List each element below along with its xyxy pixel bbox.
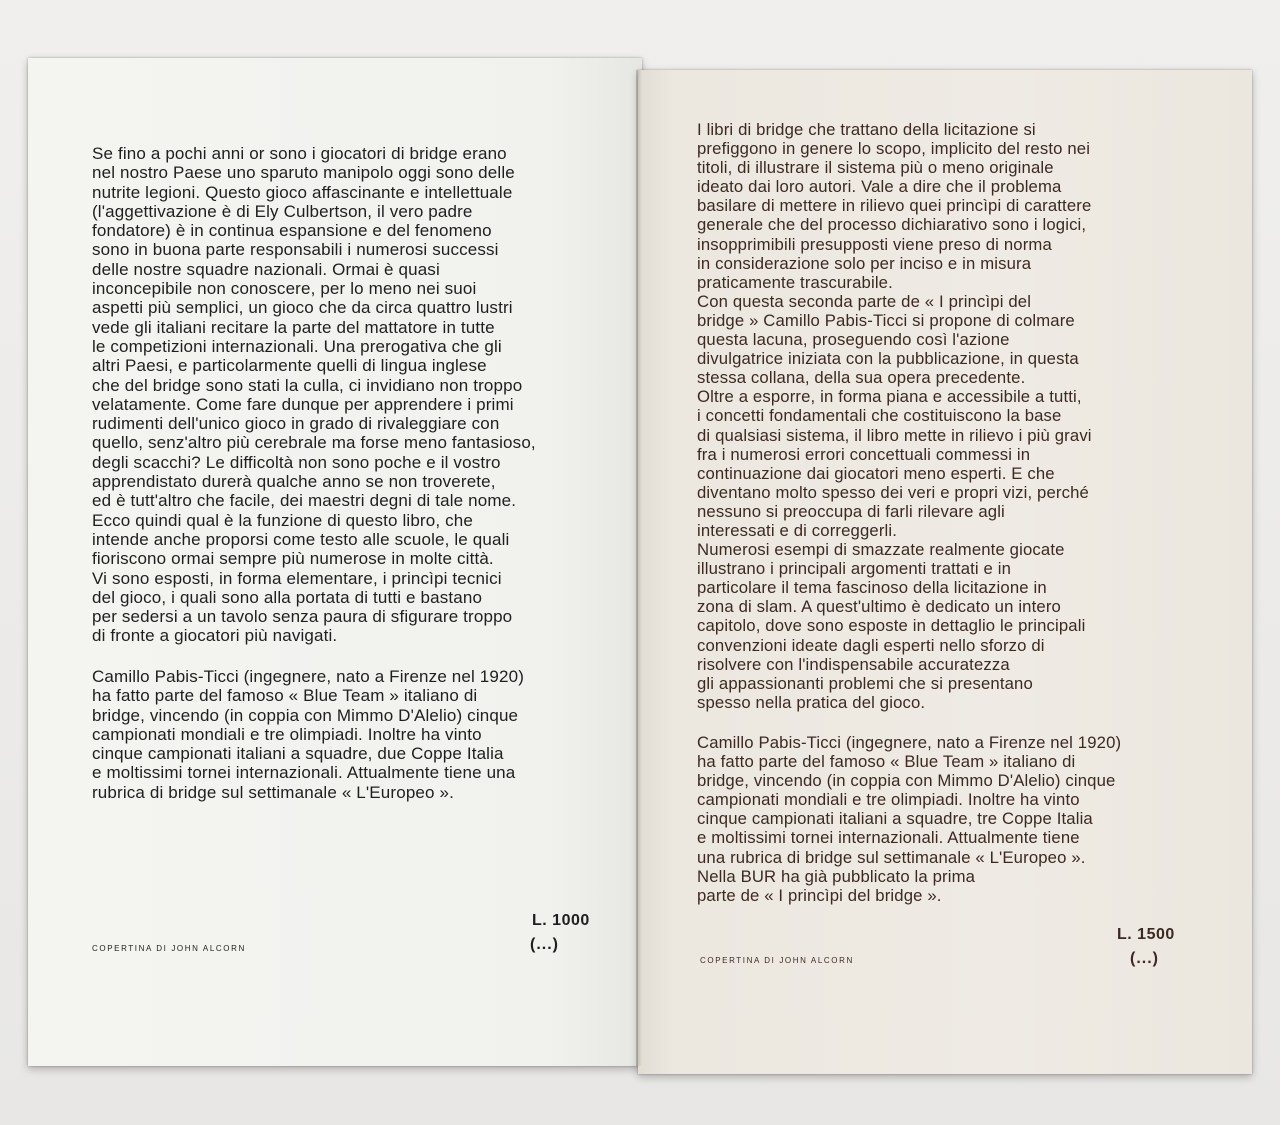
left-blurb-text: Se fino a pochi anni or sono i giocatori di bridge erano nel nostro Paese uno sparuto manipolo oggi sono delle nutrite legioni. Questo gioco affascinante e intellettuale (l'aggettivazione è di Ely Culbertson, il vero padre fondatore) è in continua espansione e del fenomeno sono in buona parte responsabili i numerosi successi delle nostre squadre nazionali. Ormai è quasi inconcepibile non conoscere, per lo meno nei suoi aspetti più semplici, un gioco che da circa quattro lustri vede gli italiani recitare la parte del mattatore in tutte le competizioni internazionali. Una prerogativa che gli altri Paesi, e particolarmente quelli di lingua inglese che del bridge sono stati la culla, ci invidiano non troppo velatamente. Come fare dunque per apprendere i primi rudimenti dell'unico gioco in grado di rivaleggiare con quello, senz'altro più cerebrale ma forse meno fantasioso, degli scacchi? Le difficoltà non sono poche e il vostro apprendistato durerà qualche anno se non troverete, ed è tutt'altro che facile, dei maestri degni di tale nome. Ecco quindi qual è la funzione di questo libro, che intende anche proporsi come testo alle scuole, le quali fioriscono ormai sempre più numerose in molte città. Vi sono esposti, in forma elementare, i princìpi tecnici del gioco, i quali sono alla portata di tutti e bastano per sedersi a un tavolo senza paura di sfigurare troppo di fronte a giocatori più navigati.	[92, 144, 536, 646]
book-gap-shadow	[636, 70, 642, 1066]
left-price: L. 1000	[532, 912, 590, 929]
left-book-back-cover	[28, 58, 642, 1066]
left-cover-credit: COPERTINA DI JOHN ALCORN	[92, 944, 246, 953]
right-price: L. 1500	[1117, 926, 1175, 943]
left-price-note: (...)	[530, 936, 559, 953]
right-blurb-text: I libri di bridge che trattano della licitazione si prefiggono in genere lo scopo, implicito del resto nei titoli, di illustrare il sistema più o meno originale ideato dai loro autori. Vale a dire che il problema basilare di mettere in rilievo quei princìpi di carattere generale che del processo dichiarativo sono i logici, insopprimibili presupposti viene preso di norma in considerazione solo per inciso e in misura praticamente trascurabile. Con questa seconda parte de « I princìpi del bridge » Camillo Pabis-Ticci si propone di colmare questa lacuna, proseguendo così l'azione divulgatrice iniziata con la pubblicazione, in questa stessa collana, della sua opera precedente. Oltre a esporre, in forma piana e accessibile a tutti, i concetti fondamentali che costituiscono la base di qualsiasi sistema, il libro mette in rilievo i più gravi fra i numerosi errori concettuali commessi in continuazione dai giocatori meno esperti. E che diventano molto spesso dei veri e propri vizi, perché nessuno si preoccupa di farli rilevare agli interessati e di correggerli. Numerosi esempi di smazzate realmente giocate illustrano i principali argomenti trattati e in particolare il tema fascinoso della licitazione in zona di slam. A quest'ultimo è dedicato un intero capitolo, dove sono esposte in dettaglio le principali convenzioni ideate dagli esperti nello sforzo di risolvere con l'indispensabile accuratezza gli appassionanti problemi che si presentano spesso nella pratica del gioco.	[697, 120, 1092, 712]
left-author-bio: Camillo Pabis-Ticci (ingegnere, nato a Firenze nel 1920) ha fatto parte del famoso « Blue Team » italiano di bridge, vincendo (in coppia con Mimmo D'Alelio) cinque campionati mondiali e tre olimpiadi. Inoltre ha vinto cinque campionati italiani a squadre, due Coppe Italia e moltissimi tornei internazionali. Attualmente tiene una rubrica di bridge sul settimanale « L'Europeo ».	[92, 667, 525, 802]
right-author-bio: Camillo Pabis-Ticci (ingegnere, nato a Firenze nel 1920) ha fatto parte del famoso « Blue Team » italiano di bridge, vincendo (in coppia con Mimmo D'Alelio) cinque campionati mondiali e tre olimpiadi. Inoltre ha vinto cinque campionati italiani a squadre, tre Coppe Italia e moltissimi tornei internazionali. Attualmente tiene una rubrica di bridge sul settimanale « L'Europeo ». Nella BUR ha già pubblicato la prima parte de « I princìpi del bridge ».	[697, 733, 1122, 905]
right-cover-credit: COPERTINA DI JOHN ALCORN	[700, 956, 854, 965]
right-book-back-cover	[638, 70, 1252, 1074]
right-price-note: (...)	[1130, 950, 1159, 967]
